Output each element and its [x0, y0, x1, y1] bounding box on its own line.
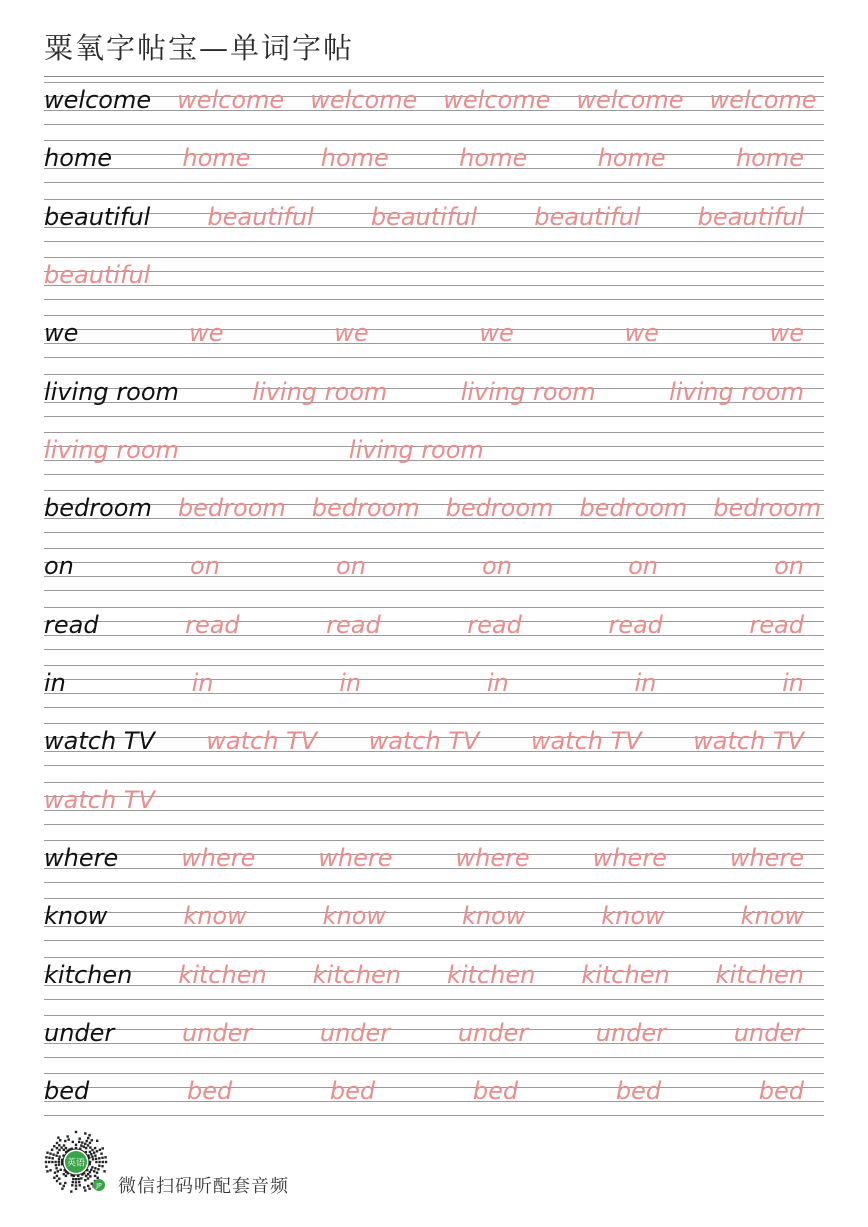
guide-line	[44, 621, 824, 622]
trace-word: welcome	[443, 86, 551, 114]
trace-word: read	[326, 610, 381, 639]
trace-word: in	[782, 669, 804, 697]
trace-word: beautiful	[44, 260, 151, 289]
practice-row	[0, 1069, 868, 1127]
trace-word: living room	[460, 377, 596, 406]
trace-word: welcome	[709, 86, 817, 114]
guide-line	[44, 271, 824, 272]
footer	[42, 1128, 442, 1200]
guide-line	[44, 490, 824, 491]
trace-word: know	[183, 902, 247, 931]
trace-word: in	[191, 669, 214, 697]
guide-line	[44, 416, 824, 417]
trace-word: beautiful	[370, 202, 478, 231]
practice-row	[0, 894, 868, 952]
qr-badge-text: 英语	[66, 1158, 86, 1169]
guide-line	[44, 665, 824, 666]
guide-line	[44, 474, 824, 475]
practice-row	[0, 778, 868, 836]
trace-word: where	[592, 843, 667, 872]
trace-word: bed	[329, 1077, 376, 1106]
model-word: beautiful	[44, 202, 151, 231]
guide-line	[44, 168, 824, 169]
trace-word: know	[740, 902, 804, 931]
guide-line	[44, 1029, 824, 1030]
footer-caption: 微信扫码听配套音频	[118, 1176, 289, 1197]
guide-line	[44, 504, 824, 505]
guide-line	[44, 257, 824, 258]
guide-line	[44, 357, 824, 358]
model-word: kitchen	[44, 960, 133, 989]
guide-line	[44, 796, 824, 797]
guide-line	[44, 882, 824, 883]
trace-word: welcome	[310, 86, 418, 114]
guide-line	[44, 518, 824, 519]
trace-word: under	[457, 1018, 529, 1047]
guide-line	[44, 124, 824, 125]
guide-line	[44, 607, 824, 608]
trace-word: know	[322, 902, 387, 931]
qr-corner-text: JP	[96, 1182, 102, 1190]
trace-word: welcome	[177, 86, 285, 114]
trace-word: know	[601, 902, 665, 931]
trace-word: under	[595, 1018, 667, 1047]
practice-row	[0, 428, 868, 486]
practice-row	[0, 486, 868, 544]
guide-line	[44, 840, 824, 841]
guide-line	[44, 1057, 824, 1058]
guide-line	[44, 635, 824, 636]
trace-word: welcome	[576, 86, 684, 114]
guide-line	[44, 782, 824, 783]
trace-word: in	[339, 669, 362, 697]
guide-line	[44, 285, 824, 286]
trace-word: under	[319, 1018, 391, 1047]
model-word: bed	[44, 1077, 90, 1106]
trace-word: living room	[669, 377, 804, 406]
guide-line	[44, 971, 824, 972]
trace-word: living room	[44, 435, 179, 464]
guide-line	[44, 824, 824, 825]
trace-word: watch TV	[693, 727, 804, 756]
guide-line	[44, 854, 824, 855]
guide-line	[44, 110, 824, 111]
practice-row	[0, 544, 868, 602]
trace-word: we	[334, 319, 369, 348]
trace-word: we	[479, 319, 514, 348]
guide-line	[44, 299, 824, 300]
trace-word: we	[624, 319, 659, 348]
model-word: where	[44, 843, 119, 872]
trace-word: under	[181, 1018, 253, 1047]
trace-word: home	[320, 144, 389, 173]
guide-line	[44, 82, 824, 83]
guide-line	[44, 940, 824, 941]
guide-line	[44, 912, 824, 913]
model-word: living room	[44, 377, 179, 406]
trace-word: under	[733, 1018, 804, 1047]
trace-word: where	[318, 843, 393, 872]
guide-line	[44, 926, 824, 927]
model-word: home	[44, 144, 113, 173]
trace-word: beautiful	[207, 202, 314, 231]
practice-row	[0, 311, 868, 369]
guide-line	[44, 182, 824, 183]
practice-row	[0, 836, 868, 894]
model-word: under	[44, 1018, 115, 1047]
guide-line	[44, 329, 824, 330]
guide-line	[44, 241, 824, 242]
guide-line	[44, 1015, 824, 1016]
model-word: watch TV	[44, 727, 155, 756]
trace-word: on	[482, 552, 512, 581]
guide-line	[44, 562, 824, 563]
trace-word: bedroom	[713, 494, 822, 523]
trace-word: bedroom	[445, 494, 554, 523]
trace-word: watch TV	[368, 727, 480, 756]
trace-word: watch TV	[206, 727, 318, 756]
model-word: in	[44, 669, 66, 697]
trace-word: know	[461, 902, 526, 931]
guide-line	[44, 765, 824, 766]
trace-word: bedroom	[177, 494, 286, 523]
practice-row	[0, 603, 868, 661]
guide-line	[44, 315, 824, 316]
trace-word: watch TV	[44, 785, 155, 814]
guide-line	[44, 590, 824, 591]
guide-line	[44, 679, 824, 680]
trace-word: in	[634, 669, 657, 697]
model-word: read	[44, 610, 99, 639]
model-word: we	[44, 319, 79, 348]
trace-word: watch TV	[530, 727, 642, 756]
model-word: on	[44, 552, 74, 581]
trace-word: where	[729, 843, 804, 872]
trace-word: kitchen	[178, 960, 267, 989]
trace-word: home	[597, 144, 666, 173]
trace-word: in	[486, 669, 509, 697]
model-word: bedroom	[44, 494, 152, 523]
guide-line	[44, 576, 824, 577]
trace-word: bed	[615, 1077, 662, 1106]
practice-row	[0, 136, 868, 194]
practice-row	[0, 661, 868, 719]
guide-line	[44, 548, 824, 549]
model-word: welcome	[44, 86, 152, 114]
practice-row	[0, 78, 868, 136]
guide-line	[44, 693, 824, 694]
qr-code-icon[interactable]	[42, 1128, 110, 1196]
guide-line	[44, 707, 824, 708]
practice-row	[0, 253, 868, 311]
trace-word: read	[749, 610, 804, 639]
trace-word: kitchen	[715, 960, 804, 989]
model-word: know	[44, 902, 108, 931]
guide-line	[44, 1115, 824, 1116]
guide-line	[44, 1087, 824, 1088]
guide-line	[44, 343, 824, 344]
trace-word: living room	[348, 435, 484, 464]
trace-word: read	[608, 610, 663, 639]
trace-word: we	[189, 319, 224, 348]
guide-line	[44, 649, 824, 650]
trace-word: read	[185, 610, 240, 639]
trace-word: bedroom	[311, 494, 420, 523]
trace-word: on	[628, 552, 658, 581]
trace-word: kitchen	[446, 960, 536, 989]
trace-word: read	[467, 610, 522, 639]
trace-word: on	[774, 552, 804, 581]
trace-word: where	[455, 843, 530, 872]
guide-line	[44, 999, 824, 1000]
guide-line	[44, 96, 824, 97]
guide-line	[44, 898, 824, 899]
practice-row	[0, 370, 868, 428]
guide-line	[44, 1101, 824, 1102]
trace-word: home	[735, 144, 804, 173]
trace-word: bed	[186, 1077, 233, 1106]
trace-word: bedroom	[579, 494, 688, 523]
trace-word: home	[182, 144, 251, 173]
trace-word: we	[769, 319, 804, 348]
practice-row	[0, 195, 868, 253]
practice-row	[0, 1011, 868, 1069]
guide-line	[44, 810, 824, 811]
guide-line	[44, 154, 824, 155]
trace-word: living room	[252, 377, 388, 406]
guide-line	[44, 1043, 824, 1044]
guide-line	[44, 868, 824, 869]
practice-row	[0, 953, 868, 1011]
trace-word: bed	[758, 1077, 804, 1106]
trace-word: bed	[472, 1077, 519, 1106]
guide-line	[44, 532, 824, 533]
page-title: 粟氧字帖宝—单词字帖	[44, 31, 355, 65]
trace-word: beautiful	[697, 202, 804, 231]
trace-word: on	[190, 552, 220, 581]
guide-line	[44, 140, 824, 141]
trace-word: where	[181, 843, 256, 872]
trace-word: home	[459, 144, 528, 173]
trace-word: beautiful	[534, 202, 641, 231]
trace-word: kitchen	[581, 960, 670, 989]
trace-word: kitchen	[312, 960, 402, 989]
guide-line	[44, 1073, 824, 1074]
guide-line	[44, 985, 824, 986]
guide-line	[44, 957, 824, 958]
practice-row	[0, 719, 868, 777]
trace-word: on	[336, 552, 366, 581]
